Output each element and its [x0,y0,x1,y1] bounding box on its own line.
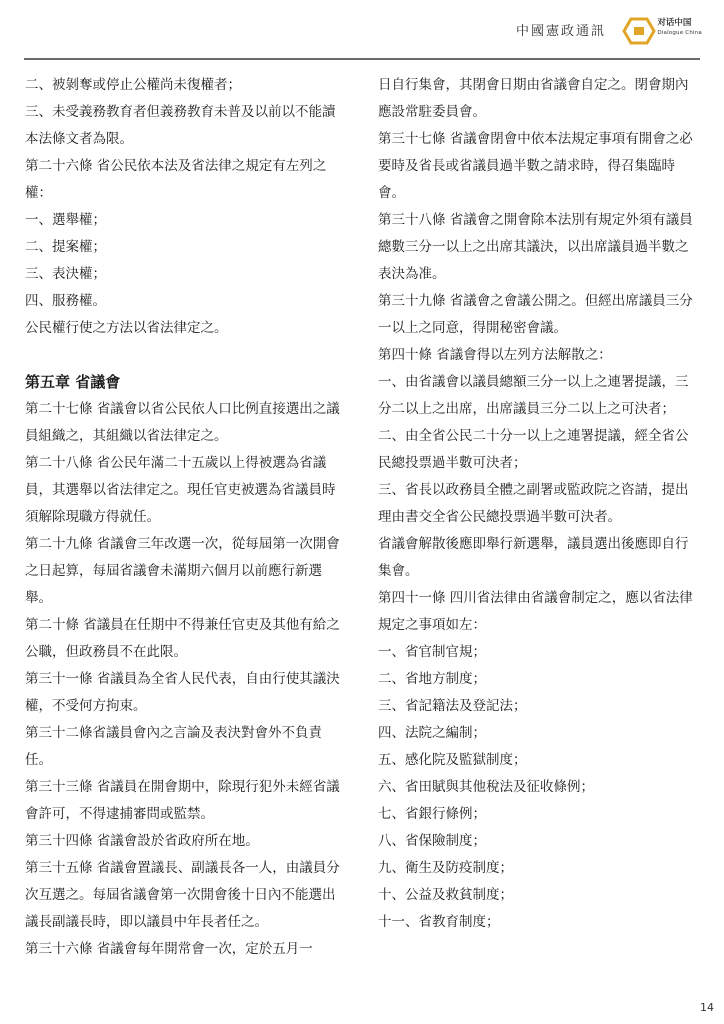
paragraph: 三、未受義務教育者但義務教育未普及以前以不能讀本法條文者為限。 [25,104,336,147]
paragraph: 第三十六條 省議會每年開常會一次，定於五月一 [25,941,313,957]
left-column [25,72,340,963]
header-divider [24,58,700,60]
paragraph: 第四十一條 四川省法律由省議會制定之，應以省法律規定之事項如左： [378,590,693,633]
list-item: 八、省保險制度； [378,833,486,849]
paragraph: 第三十八條 省議會之開會除本法別有規定外須有議員總數三分一以上之出席其議決，以出席議員過半數之表決為准。 [378,212,693,282]
paragraph: 第二十六條 省公民依本法及省法律之規定有左列之權： [25,158,327,201]
paragraph: 四、服務權。 [25,293,106,309]
page-header [0,0,724,62]
paragraph: 一、選舉權； [25,212,106,228]
paragraph: 第二十條 省議員在任期中不得兼任官吏及其他有給之公職，但政務員不在此限。 [25,617,340,660]
paragraph: 一、由省議會以議員總額三分一以上之連署提議，三分二以上之出席，出席議員三分二以上之可決者； [378,374,689,417]
paragraph: 第二十七條 省議會以省公民依人口比例直接選出之議員組織之，其組織以省法律定之。 [25,401,340,444]
list-item: 十一、省教育制度； [378,914,500,930]
logo-text-cn: 对话中国 [657,18,692,28]
paragraph: 第三十七條 省議會閉會中依本法規定事項有開會之必要時及省長或省議員過半數之請求時，得召集臨時會。 [378,131,693,201]
paragraph: 二、提案權； [25,239,106,255]
paragraph: 第三十二條省議員會內之言論及表決對會外不負責任。 [25,725,322,768]
paragraph: 第三十九條 省議會之會議公開之。但經出席議員三分一以上之同意，得開秘密會議。 [378,293,693,336]
paragraph: 第三十五條 省議會置議長、副議長各一人，由議員分次互選之。每屆省議會第一次開會後十日內不能選出議長副議長時，即以議員中年長者任之。 [25,860,340,930]
list-item: 一、省官制官規； [378,644,486,660]
list-item: 五、感化院及監獄制度； [378,752,527,768]
paragraph: 省議會解散後應即舉行新選舉，議員選出後應即自行集會。 [378,536,689,579]
list-item: 十、公益及救貧制度； [378,887,513,903]
paragraph: 第三十一條 省議員為全省人民代表，自由行使其議決權，不受何方拘束。 [25,671,340,714]
page-number: 14 [700,1001,714,1014]
right-column [378,72,693,936]
list-item: 六、省田賦與其他稅法及征收條例； [378,779,594,795]
paragraph: 公民權行使之方法以省法律定之。 [25,320,228,336]
list-item: 九、衛生及防疫制度； [378,860,513,876]
list-item: 七、省銀行條例； [378,806,486,822]
list-item: 二、省地方制度； [378,671,486,687]
logo-text-en: Dialogue China [657,30,702,36]
paragraph: 第二十九條 省議會三年改選一次，從每屆第一次開會之日起算，每屆省議會未滿期六個月以前應行新選舉。 [25,536,340,606]
publication-title: 中國憲政通訊 [515,24,606,39]
paragraph: 三、表決權； [25,266,106,282]
paragraph: 二、由全省公民二十分一以上之連署提議，經全省公民總投票過半數可決者； [378,428,689,471]
paragraph: 第四十條 省議會得以左列方法解散之： [378,347,612,363]
paragraph: 第二十八條 省公民年滿二十五歲以上得被選為省議員，其選舉以省法律定之。現任官吏被選為省議員時須解除現職方得就任。 [25,455,336,525]
dialogue-china-logo-icon [620,16,658,46]
paragraph: 三、省長以政務員全體之副署或監政院之咨請，提出理由書交全省公民總投票過半數可決者。 [378,482,689,525]
list-item: 四、法院之編制； [378,725,486,741]
list-item: 三、省記籍法及登記法； [378,698,527,714]
chapter-heading: 第五章 省議會 [25,373,121,391]
paragraph: 第三十四條 省議會設於省政府所在地。 [25,833,259,849]
logo-label [657,18,702,38]
paragraph: 二、被剝奪或停止公權尚未復權者； [25,77,241,93]
paragraph: 日自行集會，其閉會日期由省議會自定之。閉會期內應設常駐委員會。 [378,77,689,120]
paragraph: 第三十三條 省議員在開會期中，除現行犯外未經省議會許可，不得逮捕審問或監禁。 [25,779,340,822]
